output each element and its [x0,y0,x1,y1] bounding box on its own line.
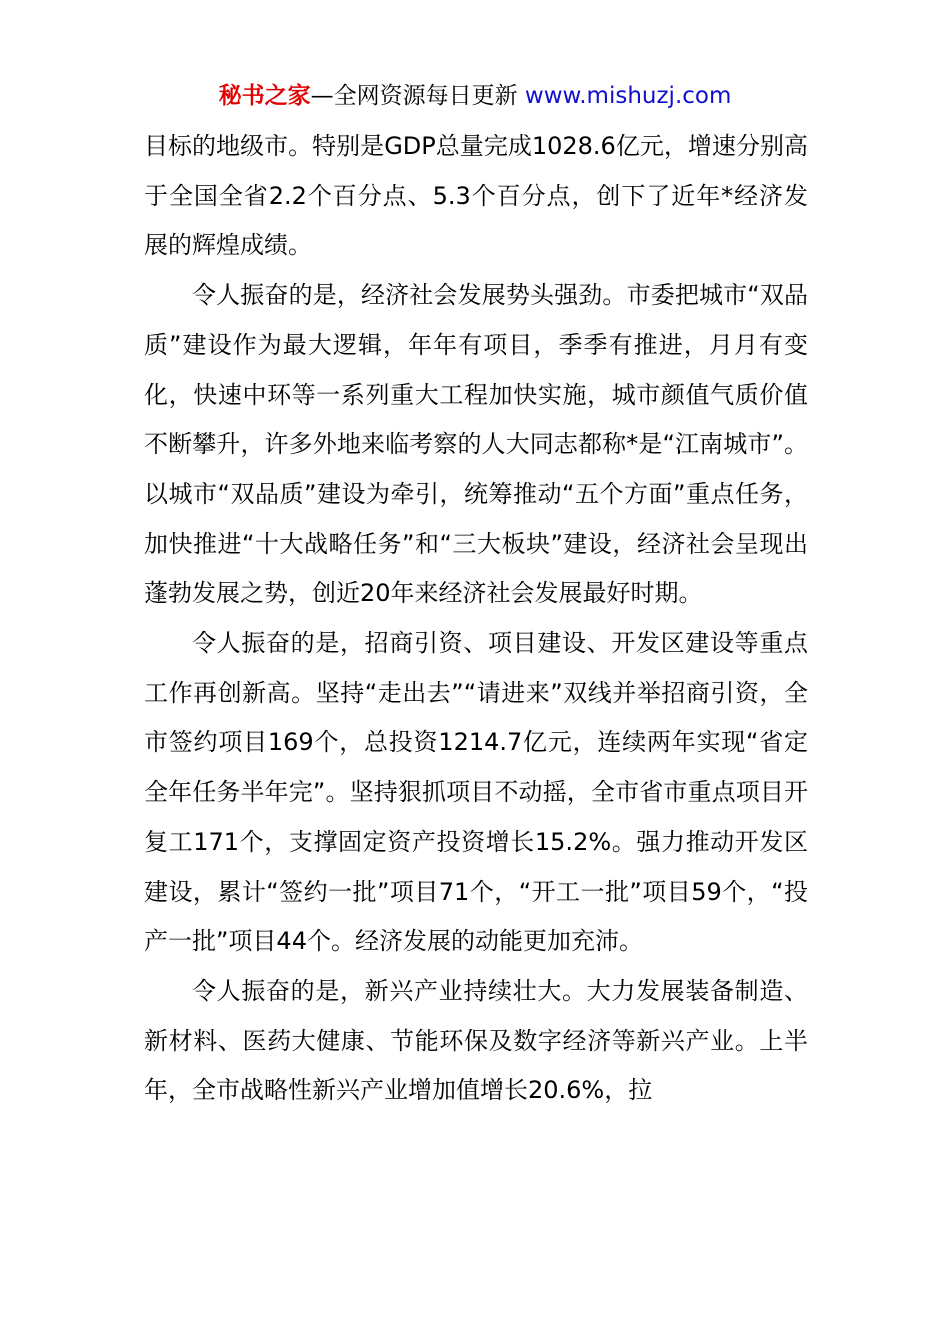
site-tagline: —全网资源每日更新 [310,83,518,109]
site-url-link[interactable]: www.mishuzj.com [524,83,732,109]
site-brand: 秘书之家 [218,83,311,109]
page-header [0,78,950,114]
paragraph-investment-projects: 令人振奋的是，招商引资、项目建设、开发区建设等重点工作再创新高。坚持“走出去”“请进来”双线并举招商引资，全市签约项目169个，总投资1214.7亿元，连续两年实现“省定全年任务半年完”。坚持狠抓项目不动摇，全市省市重点项目开复工171个，支撑固定资产投资增长15.2%。强力推动开发区建设，累计“签约一批”项目71个，“开工一批”项目59个，“投产一批”项目44个。经济发展的动能更加充沛。 [144,629,808,956]
paragraph-emerging-industries: 令人振奋的是，新兴产业持续壮大。大力发展装备制造、新材料、医药大健康、节能环保及数字经济等新兴产业。上半年，全市战略性新兴产业增加值增长20.6%，拉 [144,976,808,1105]
paragraph-development-momentum: 令人振奋的是，经济社会发展势头强劲。市委把城市“双品质”建设作为最大逻辑，年年有项目，季季有推进，月月有变化，快速中环等一系列重大工程加快实施，城市颜值气质价值不断攀升，许多外地来临考察的人大同志都称*是“江南城市”。以城市“双品质”建设为牵引，统筹推动“五个方面”重点任务，加快推进“十大战略任务”和“三大板块”建设，经济社会呈现出蓬勃发展之势，创近20年来经济社会发展最好时期。 [144,281,808,608]
document-body [144,122,808,1116]
paragraph-continued: 目标的地级市。特别是GDP总量完成1028.6亿元，增速分别高于全国全省2.2个百分点、5.3个百分点，创下了近年*经济发展的辉煌成绩。 [144,132,808,260]
